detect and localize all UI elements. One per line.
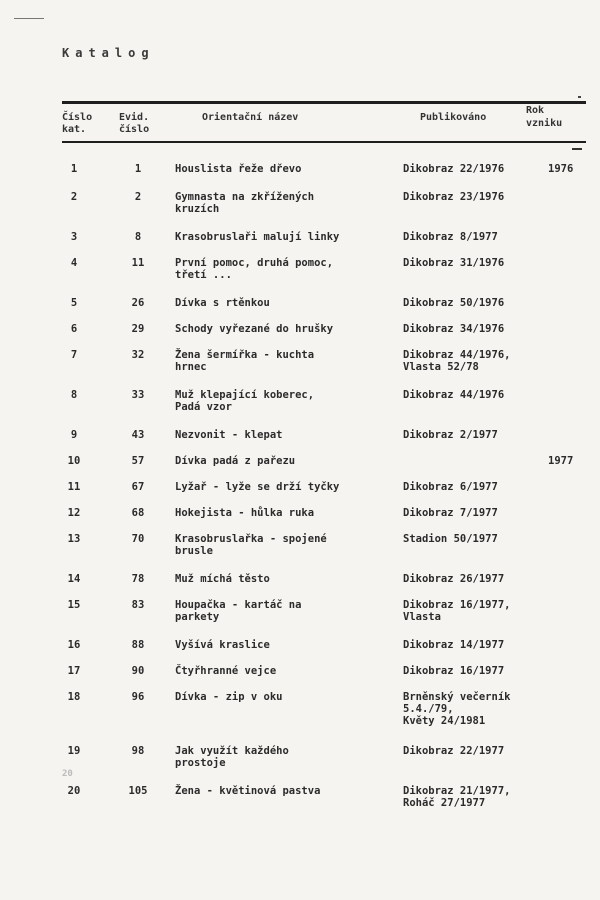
row-cat-no: 13: [67, 533, 81, 545]
row-year: 1977: [548, 455, 574, 467]
header-published: Publikováno: [420, 112, 487, 123]
faint-number: 20: [62, 769, 73, 779]
row-evid-no: 105: [128, 785, 148, 797]
row-name: Houpačka - kartáč na parkety: [175, 599, 302, 623]
row-name: Gymnasta na zkřížených kruzích: [175, 191, 315, 215]
header-cat-no: Číslo kat.: [62, 112, 93, 135]
row-cat-no: 10: [67, 455, 81, 467]
row-evid-no: 8: [134, 231, 142, 243]
row-name: Lyžař - lyže se drží tyčky: [175, 481, 340, 493]
row-name: Dívka - zip v oku: [175, 691, 283, 703]
table-top-rule: [62, 101, 586, 104]
row-cat-no: 18: [67, 691, 81, 703]
ink-dot: [578, 96, 581, 98]
row-cat-no: 19: [67, 745, 81, 757]
row-evid-no: 26: [131, 297, 145, 309]
row-published: Dikobraz 7/1977: [403, 507, 498, 519]
row-cat-no: 20: [67, 785, 81, 797]
row-evid-no: 98: [131, 745, 145, 757]
row-published: Dikobraz 44/1976, Vlasta 52/78: [403, 349, 511, 373]
row-evid-no: 70: [131, 533, 145, 545]
row-cat-no: 11: [67, 481, 81, 493]
row-name: Muž klepající koberec, Padá vzor: [175, 389, 315, 413]
row-name: Krasobruslaři malují linky: [175, 231, 340, 243]
row-published: Dikobraz 6/1977: [403, 481, 498, 493]
row-published: Stadion 50/1977: [403, 533, 498, 545]
row-evid-no: 96: [131, 691, 145, 703]
row-published: Brněnský večerník 5.4./79, Květy 24/1981: [403, 691, 511, 727]
row-evid-no: 83: [131, 599, 145, 611]
row-name: První pomoc, druhá pomoc, třetí ...: [175, 257, 334, 281]
row-cat-no: 9: [70, 429, 78, 441]
row-name: Dívka s rtěnkou: [175, 297, 270, 309]
row-published: Dikobraz 44/1976: [403, 389, 505, 401]
row-published: Dikobraz 14/1977: [403, 639, 505, 651]
header-year: Rok vzniku: [526, 105, 563, 129]
row-name: Krasobruslařka - spojené brusle: [175, 533, 327, 557]
row-cat-no: 17: [67, 665, 81, 677]
row-cat-no: 3: [70, 231, 78, 243]
row-evid-no: 33: [131, 389, 145, 401]
corner-mark: [14, 18, 44, 19]
row-published: Dikobraz 34/1976: [403, 323, 505, 335]
row-name: Muž míchá těsto: [175, 573, 270, 585]
row-published: Dikobraz 21/1977, Roháč 27/1977: [403, 785, 511, 809]
row-name: Hokejista - hůlka ruka: [175, 507, 315, 519]
row-published: Dikobraz 22/1977: [403, 745, 505, 757]
row-evid-no: 32: [131, 349, 145, 361]
row-published: Dikobraz 50/1976: [403, 297, 505, 309]
row-cat-no: 4: [70, 257, 78, 269]
row-name: Žena šermířka - kuchta hrnec: [175, 349, 315, 373]
row-published: Dikobraz 23/1976: [403, 191, 505, 203]
row-evid-no: 78: [131, 573, 145, 585]
row-cat-no: 15: [67, 599, 81, 611]
header-name: Orientační název: [202, 112, 299, 123]
row-published: Dikobraz 2/1977: [403, 429, 498, 441]
row-name: Houslista řeže dřevo: [175, 163, 302, 175]
row-cat-no: 1: [70, 163, 78, 175]
row-cat-no: 6: [70, 323, 78, 335]
row-cat-no: 5: [70, 297, 78, 309]
row-name: Vyšívá kraslice: [175, 639, 270, 651]
row-published: Dikobraz 16/1977, Vlasta: [403, 599, 511, 623]
row-published: Dikobraz 31/1976: [403, 257, 505, 269]
header-evid-no: Evid. číslo: [119, 112, 150, 135]
row-published: Dikobraz 8/1977: [403, 231, 498, 243]
row-evid-no: 1: [134, 163, 142, 175]
table-header-rule: [62, 141, 586, 143]
row-year: 1976: [548, 163, 574, 175]
row-cat-no: 7: [70, 349, 78, 361]
row-name: Nezvonit - klepat: [175, 429, 283, 441]
row-name: Schody vyřezané do hrušky: [175, 323, 334, 335]
ink-dash: [572, 148, 582, 150]
row-evid-no: 57: [131, 455, 145, 467]
row-evid-no: 67: [131, 481, 145, 493]
row-published: Dikobraz 22/1976: [403, 163, 505, 175]
row-published: Dikobraz 16/1977: [403, 665, 505, 677]
row-evid-no: 11: [131, 257, 145, 269]
row-cat-no: 2: [70, 191, 78, 203]
row-evid-no: 2: [134, 191, 142, 203]
row-name: Čtyřhranné vejce: [175, 665, 277, 677]
row-evid-no: 90: [131, 665, 145, 677]
row-evid-no: 29: [131, 323, 145, 335]
row-cat-no: 8: [70, 389, 78, 401]
row-name: Žena - květinová pastva: [175, 785, 321, 797]
row-name: Dívka padá z pařezu: [175, 455, 296, 467]
row-cat-no: 16: [67, 639, 81, 651]
row-evid-no: 68: [131, 507, 145, 519]
row-name: Jak využít každého prostoje: [175, 745, 289, 769]
row-cat-no: 14: [67, 573, 81, 585]
row-evid-no: 43: [131, 429, 145, 441]
page-title: Katalog: [62, 46, 155, 60]
row-cat-no: 12: [67, 507, 81, 519]
row-evid-no: 88: [131, 639, 145, 651]
row-published: Dikobraz 26/1977: [403, 573, 505, 585]
